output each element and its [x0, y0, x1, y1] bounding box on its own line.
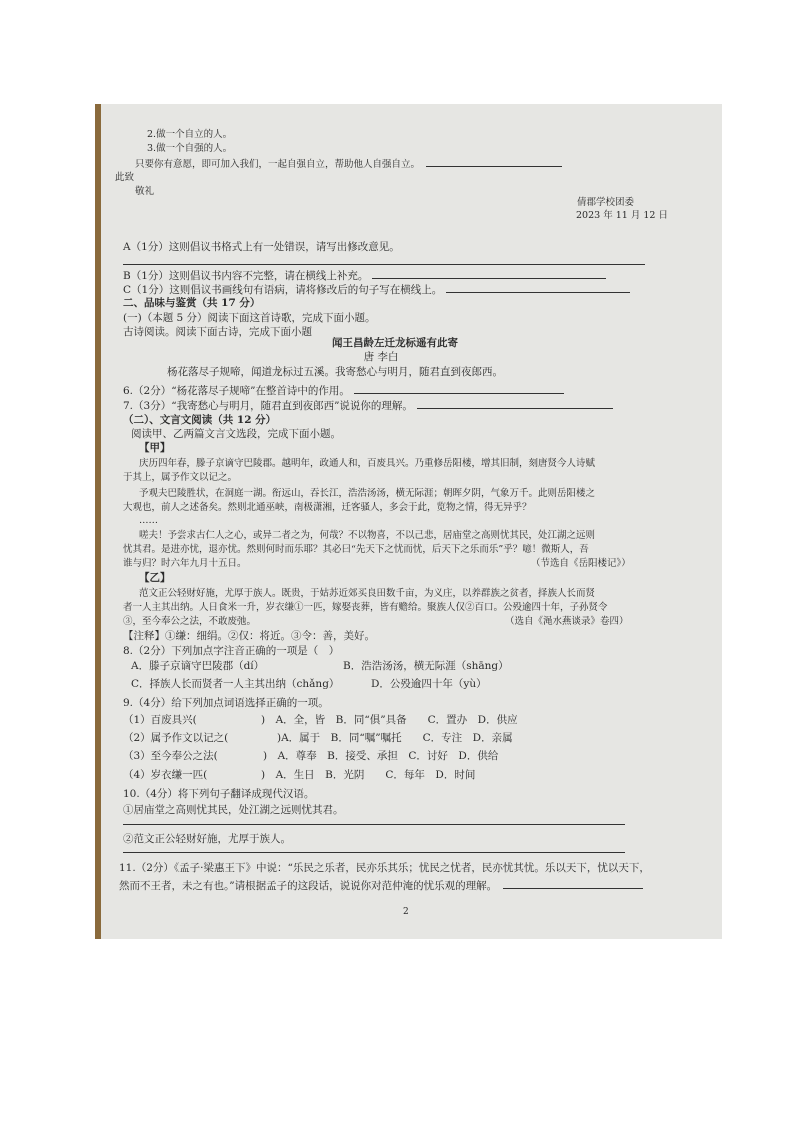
poem-text: 杨花落尽子规啼，闻道龙标过五溪。我寄愁心与明月，随君直到夜郎西。 [167, 366, 503, 378]
yi-source: （选自《渑水燕谈录》卷四） [505, 616, 629, 627]
question-10-sentence-1: ①居庙堂之高则忧其民，处江湖之远则忧其君。 [123, 804, 344, 816]
letter-invite-text: 只要你有意愿，即可加入我们，一起自强自立，帮助他人自强自立。 [135, 159, 421, 170]
section-2-sub1b: 古诗阅读。阅读下面古诗，完成下面小题 [123, 326, 312, 338]
question-6-text: 6.（2分）“杨花落尽子规啼”在整首诗中的作用。 [123, 385, 350, 397]
question-9-row-4 [123, 769, 475, 782]
ellipsis: …… [139, 515, 158, 526]
jia-p1-l2: 于其上，属予作文以记之。 [123, 472, 238, 483]
answer-blank[interactable] [354, 383, 564, 394]
section-2-sub1: (一)（本题 5 分）阅读下面这首诗歌，完成下面小题。 [123, 312, 376, 324]
jia-p2-l1: 予观夫巴陵胜状，在洞庭一湖。衔远山，吞长江，浩浩汤汤，横无际涯；朝晖夕阴，气象万千。此则岳阳楼之 [139, 488, 596, 499]
q9-options-1[interactable]: ) A．全，皆 B．同“俱”具备 C．置办 D．供应 [261, 714, 518, 726]
q9-options-3[interactable]: ) A．尊奉 B．接受、承担 C．讨好 D．供给 [263, 750, 499, 762]
letter-date: 2023 年 11 月 12 日 [576, 210, 668, 221]
question-6 [123, 383, 564, 398]
question-c [123, 282, 630, 297]
yi-l3: ③，至今奉公之法，不敢废弛。 [123, 616, 257, 627]
answer-blank[interactable] [446, 282, 630, 293]
q9-options-2[interactable]: )A．属于 B．同“嘱”嘱托 C．专注 D．亲属 [277, 732, 513, 744]
passage-yi-label: 【乙】 [139, 572, 171, 584]
question-a: A（1分）这则倡议书格式上有一处错误，请写出修改意见。 [123, 241, 400, 253]
answer-line[interactable] [123, 264, 645, 265]
poem-title: 闻王昌龄左迁龙标遥有此寄 [332, 337, 458, 349]
letter-invite [135, 156, 562, 171]
question-b [123, 268, 606, 283]
question-7-text: 7.（3分）“我寄愁心与明月，随君直到夜郎西”说说你的理解。 [123, 400, 413, 412]
question-9-stem: 9.（4分）给下列加点词语选择正确的一项。 [123, 697, 329, 709]
question-c-text: C（1分）这则倡议书画线句有语病，请将修改后的句子写在横线上。 [123, 284, 443, 296]
question-8-option-c[interactable]: C．择族人长而贤者一人主其出纳（chǎng） [131, 678, 340, 690]
letter-signer: 倩郡学校团委 [577, 197, 635, 208]
yi-l1: 范文正公轻财好施，尤厚于族人。既贵，于姑苏近郊买良田数千亩，为义庄，以养群族之贫者，择族人长而贤 [139, 588, 596, 599]
jia-p3-l2: 忧其君。是进亦忧，退亦忧。然则何时而乐耶？其必曰“先天下之忧而忧，后天下之乐而乐”乎？噫！微斯人，吾 [123, 544, 589, 555]
letter-closing-1: 此致 [115, 172, 135, 183]
q9-word-2: （2）属予作文以记之( [123, 732, 229, 744]
poem-author: 唐 李白 [363, 351, 399, 363]
q9-word-3: （3）至今奉公之法( [123, 750, 218, 762]
question-10-sentence-2: ②范文正公轻财好施，尤厚于族人。 [123, 833, 291, 845]
jia-p3-l1: 嗟夫！予尝求古仁人之心，或异二者之为，何哉？不以物喜，不以己悲，居庙堂之高则忧其民，处江湖之远则 [139, 530, 596, 541]
answer-line[interactable] [123, 824, 625, 825]
section-3-intro: 阅读甲、乙两篇文言文选段，完成下面小题。 [131, 428, 341, 440]
question-10-stem: 10.（4分）将下列句子翻译成现代汉语。 [123, 788, 315, 800]
notes: 【注释】①缣：细绢。②仅：将近。③令：善，美好。 [123, 630, 375, 642]
q9-word-1: （1）百废具兴( [123, 714, 197, 726]
question-8-stem: 8.（2分）下列加点字注音正确的一项是（ ） [123, 645, 340, 657]
question-9-row-2 [123, 732, 513, 745]
answer-blank[interactable] [503, 878, 643, 889]
answer-blank[interactable] [417, 398, 613, 409]
question-b-text: B（1分）这则倡议书内容不完整，请在横线上补充。 [123, 270, 369, 282]
jia-source: （节选自《岳阳楼记》） [531, 558, 631, 569]
passage-jia-label: 【甲】 [139, 442, 171, 454]
jia-p3-l3: 谁与归？时六年九月十五日。 [123, 558, 247, 569]
page-number: 2 [403, 907, 409, 917]
question-11-line-2 [119, 878, 643, 893]
answer-line[interactable] [123, 852, 625, 853]
section-2-title: 二、品味与鉴赏（共 17 分） [123, 297, 261, 309]
yi-l2: 者一人主其出纳。人日食米一升，岁衣缣①一匹，嫁娶丧葬，皆有赡给。聚族人仅②百口。公殁逾四十年，子孙贤令 [123, 602, 608, 613]
letter-item-3: 3.做一个自强的人。 [147, 143, 233, 154]
question-9-row-1 [123, 714, 518, 727]
question-11-text: 然而不王者，未之有也。”请根据孟子的这段话，说说你对范仲淹的忧乐观的理解。 [119, 880, 498, 892]
question-8-option-a[interactable]: A．滕子京谪守巴陵郡（dí） [131, 660, 265, 672]
q9-options-4[interactable]: ) A．生日 B．光阴 C．每年 D．时间 [261, 769, 476, 781]
question-9-row-3 [123, 750, 498, 763]
exam-paper-photo [95, 104, 722, 939]
question-11-line-1: 11.（2分）《孟子·梁惠王下》中说：“乐民之乐者，民亦乐其乐；忧民之忧者，民亦忧其忧。乐以天下，忧以天下， [119, 862, 650, 874]
letter-closing-2: 敬礼 [135, 186, 155, 197]
jia-p1-l1: 庆历四年春，滕子京谪守巴陵郡。越明年，政通人和，百废具兴。乃重修岳阳楼，增其旧制，刻唐贤今人诗赋 [139, 458, 596, 469]
answer-blank[interactable] [372, 268, 606, 279]
jia-p2-l2: 大观也，前人之述备矣。然则北通巫峡，南极潇湘，迁客骚人，多会于此，览物之情，得无异乎？ [123, 502, 532, 513]
letter-item-2: 2.做一个自立的人。 [147, 129, 233, 140]
q9-word-4: （4）岁衣缣一匹( [123, 769, 208, 781]
question-8-option-d[interactable]: D．公殁逾四十年（yù） [371, 678, 487, 690]
section-3-title: （二）、文言文阅读（共 12 分） [123, 414, 277, 426]
question-7 [123, 398, 613, 413]
question-8-option-b[interactable]: B．浩浩汤汤，横无际涯（shāng） [343, 660, 509, 672]
answer-blank[interactable] [426, 156, 562, 167]
